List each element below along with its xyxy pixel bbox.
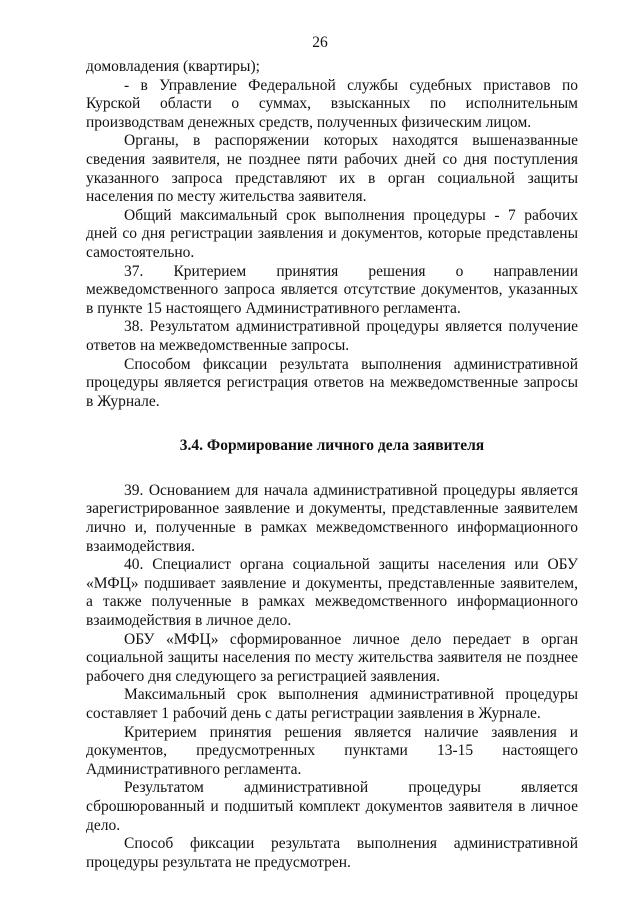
paragraph-fixation-method: Способом фиксации результата выполнения административной процедуры является регистрация ответов на межведомственные запросы в Журнале. [86,355,578,410]
paragraph-item-38: 38. Результатом административной процедуры является получение ответов на межведомственные запросы. [86,318,578,354]
paragraph-bailiff-service: - в Управление Федеральной службы судебных приставов по Курской области о суммах, взысканных по исполнительным производствам денежных средств, полученных физическим лицом. [86,76,578,131]
paragraph-fixation-not-provided: Способ фиксации результата выполнения административной процедуры результата не предусмотрен. [86,835,578,871]
page-number: 26 [312,34,328,51]
paragraph-decision-criterion: Критерием принятия решения является наличие заявления и документов, предусмотренных пунктами 13-15 настоящего Административного регламента. [86,723,578,778]
paragraph-item-37: 37. Критерием принятия решения о направлении межведомственного запроса является отсутствие документов, указанных в пункте 15 настоящего Административного регламента. [86,262,578,317]
document-body [86,58,578,872]
paragraph-result: Результатом административной процедуры является сброшюрованный и подшитый комплект документов заявителя в личное дело. [86,779,578,834]
paragraph-max-term: Общий максимальный срок выполнения процедуры - 7 рабочих дней со дня регистрации заявления и документов, которые представлены самостоятельно. [86,206,578,261]
paragraph-agencies-deadline: Органы, в распоряжении которых находятся вышеназванные сведения заявителя, не позднее пяти рабочих дней со дня поступления указанного запроса представляют их в орган социальной защиты населения по месту жительства заявителя. [86,132,578,206]
paragraph-item-39: 39. Основанием для начала административной процедуры является зарегистрированное заявление и документы, представленные заявителем лично и, полученные в рамках межведомственного информационного взаимодействия. [86,481,578,555]
paragraph-continuation: домовладения (квартиры); [86,58,260,75]
section-heading: 3.4. Формирование личного дела заявителя [179,437,485,455]
paragraph-mfc-transfer: ОБУ «МФЦ» сформированное личное дело передает в орган социальной защиты населения по месту жительства заявителя не позднее рабочего дня следующего за регистрацией заявления. [86,630,578,685]
paragraph-item-40: 40. Специалист органа социальной защиты населения или ОБУ «МФЦ» подшивает заявление и документы, представленные заявителем, а также полученные в рамках межведомственного информационного взаимодействия в личное дело. [86,556,578,630]
paragraph-max-term-section: Максимальный срок выполнения административной процедуры составляет 1 рабочий день с даты регистрации заявления в Журнале. [86,686,578,722]
